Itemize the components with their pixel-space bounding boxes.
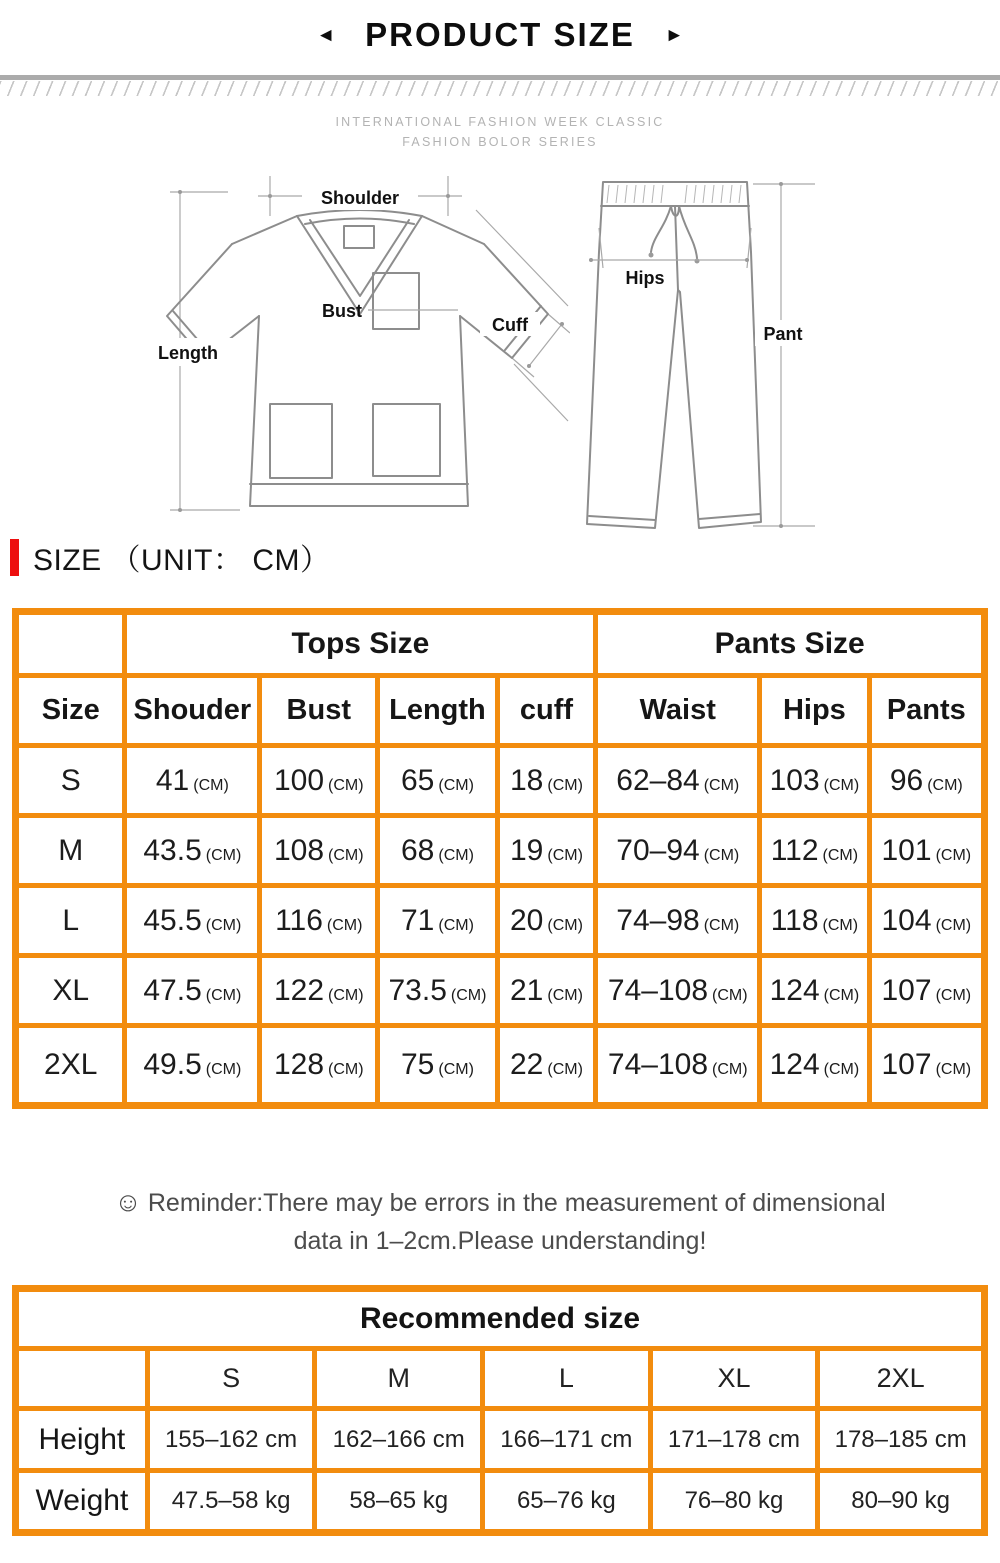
right-arrow-icon: ► <box>664 24 684 46</box>
cell: 47.5 (CM) <box>125 956 260 1026</box>
cell: 22 (CM) <box>497 1026 596 1106</box>
rec-col-m: M <box>315 1349 483 1409</box>
column-header-row <box>16 676 985 746</box>
col-waist: Waist <box>596 676 760 746</box>
rec-col-2xl: 2XL <box>818 1349 985 1409</box>
cell: 58–65 kg <box>315 1471 483 1533</box>
cell: 62–84 (CM) <box>596 746 760 816</box>
col-shouder: Shouder <box>125 676 260 746</box>
cell: 178–185 cm <box>818 1409 985 1471</box>
cell: 112 (CM) <box>760 816 869 886</box>
page-header <box>0 16 1000 54</box>
shoulder-label: Shoulder <box>320 188 400 208</box>
cell: 104 (CM) <box>869 886 984 956</box>
cell: 47.5–58 kg <box>147 1471 315 1533</box>
cell: 68 (CM) <box>378 816 497 886</box>
cell: 80–90 kg <box>818 1471 985 1533</box>
size-table <box>12 608 988 1109</box>
rec-col-l: L <box>483 1349 651 1409</box>
rec-col-s: S <box>147 1349 315 1409</box>
weight-label: Weight <box>16 1471 148 1533</box>
red-bar <box>10 539 19 576</box>
cell: 43.5 (CM) <box>125 816 260 886</box>
size-row-m <box>16 816 985 886</box>
cell: 118 (CM) <box>760 886 869 956</box>
cell: 73.5 (CM) <box>378 956 497 1026</box>
reminder-note <box>0 1183 1000 1260</box>
scrub-top-diagram <box>140 166 570 538</box>
cell: 70–94 (CM) <box>596 816 760 886</box>
group-header-row <box>16 612 985 676</box>
cell: 155–162 cm <box>147 1409 315 1471</box>
size-heading-text: SIZE （UNIT： CM） <box>33 544 331 577</box>
col-cuff: cuff <box>497 676 596 746</box>
cell: 103 (CM) <box>760 746 869 816</box>
cell: 65 (CM) <box>378 746 497 816</box>
height-label: Height <box>16 1409 148 1471</box>
col-size: Size <box>16 676 125 746</box>
cell: 19 (CM) <box>497 816 596 886</box>
cell: 74–98 (CM) <box>596 886 760 956</box>
cell: 171–178 cm <box>650 1409 818 1471</box>
size-row-s <box>16 746 985 816</box>
rec-col-xl: XL <box>650 1349 818 1409</box>
pants-size-header: Pants Size <box>596 612 985 676</box>
pant-label: Pant <box>763 324 803 344</box>
recommended-header-row <box>16 1349 985 1409</box>
cell: 100 (CM) <box>260 746 378 816</box>
cell: 108 (CM) <box>260 816 378 886</box>
col-length: Length <box>378 676 497 746</box>
cell-size: S <box>16 746 125 816</box>
subtitle <box>0 112 1000 152</box>
recommended-title: Recommended size <box>16 1289 985 1349</box>
cell: 128 (CM) <box>260 1026 378 1106</box>
col-pants: Pants <box>869 676 984 746</box>
size-row-l <box>16 886 985 956</box>
cell-size: 2XL <box>16 1026 125 1106</box>
cell: 116 (CM) <box>260 886 378 956</box>
cell: 124 (CM) <box>760 1026 869 1106</box>
cell: 74–108 (CM) <box>596 956 760 1026</box>
left-arrow-icon: ◄ <box>316 24 336 46</box>
cell: 124 (CM) <box>760 956 869 1026</box>
cell-size: L <box>16 886 125 956</box>
recommended-title-row <box>16 1289 985 1349</box>
reminder-line2: data in 1–2cm.Please understanding! <box>293 1227 707 1255</box>
subtitle-line2: FASHION BOLOR SERIES <box>402 135 598 149</box>
cell: 166–171 cm <box>483 1409 651 1471</box>
height-row <box>16 1409 985 1471</box>
recommended-size-table <box>12 1285 988 1536</box>
col-bust: Bust <box>260 676 378 746</box>
size-section-heading <box>10 535 331 579</box>
cell: 101 (CM) <box>869 816 984 886</box>
tops-size-header: Tops Size <box>125 612 596 676</box>
cell: 74–108 (CM) <box>596 1026 760 1106</box>
blank-cell <box>16 612 125 676</box>
cell: 65–76 kg <box>483 1471 651 1533</box>
reminder-line1-wrap <box>0 1183 1000 1222</box>
cell: 21 (CM) <box>497 956 596 1026</box>
cuff-label: Cuff <box>492 315 528 335</box>
hips-label: Hips <box>625 268 665 288</box>
size-row-xl <box>16 956 985 1026</box>
pants-diagram <box>585 172 925 546</box>
reminder-line1: Reminder:There may be errors in the measurement of dimensional <box>147 1189 886 1217</box>
cell: 41 (CM) <box>125 746 260 816</box>
cell: 162–166 cm <box>315 1409 483 1471</box>
size-row-2xl <box>16 1026 985 1106</box>
cell: 107 (CM) <box>869 1026 984 1106</box>
cell: 107 (CM) <box>869 956 984 1026</box>
cell: 20 (CM) <box>497 886 596 956</box>
bust-label: Bust <box>322 301 362 321</box>
subtitle-line1: INTERNATIONAL FASHION WEEK CLASSIC <box>335 115 665 129</box>
cell: 49.5 (CM) <box>125 1026 260 1106</box>
cell-size: XL <box>16 956 125 1026</box>
divider-hatch-pattern <box>0 81 1000 96</box>
col-hips: Hips <box>760 676 869 746</box>
cell: 71 (CM) <box>378 886 497 956</box>
weight-row <box>16 1471 985 1533</box>
smiley-icon: ☺ <box>114 1187 142 1217</box>
cell: 96 (CM) <box>869 746 984 816</box>
page-title: PRODUCT SIZE <box>365 16 635 53</box>
cell: 18 (CM) <box>497 746 596 816</box>
cell: 122 (CM) <box>260 956 378 1026</box>
length-label: Length <box>158 343 218 363</box>
cell: 45.5 (CM) <box>125 886 260 956</box>
blank-cell <box>16 1349 148 1409</box>
cell: 75 (CM) <box>378 1026 497 1106</box>
divider-bar <box>0 75 1000 80</box>
cell-size: M <box>16 816 125 886</box>
cell: 76–80 kg <box>650 1471 818 1533</box>
